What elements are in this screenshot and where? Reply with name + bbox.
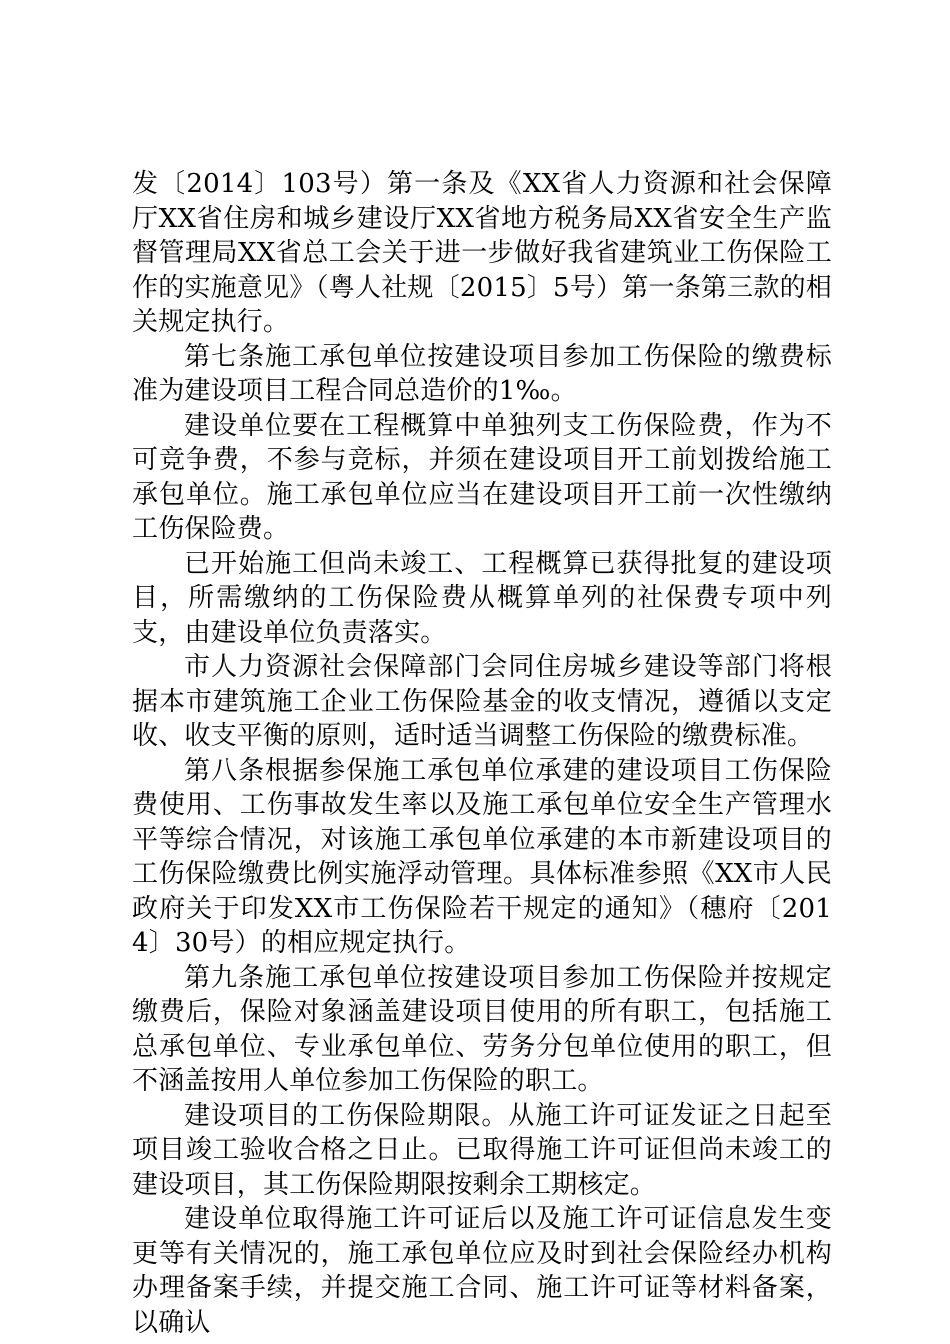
- document-page: [132, 167, 832, 1340]
- paragraph-continued-citation: 发〔2014〕103号）第一条及《XX省人力资源和社会保障厅XX省住房和城乡建设厅XX省地方税务局XX省安全生产监督管理局XX省总工会关于进一步做好我省建筑业工伤保险工作的实施意见》（粤人社规〔2015〕5号）第一条第三款的相关规定执行。: [132, 169, 832, 337]
- paragraph-insurance-period: 建设项目的工伤保险期限。从施工许可证发证之日起至项目竣工验收合格之日止。已取得施工许可证但尚未竣工的建设项目，其工伤保险期限按剩余工期核定。: [132, 1100, 832, 1200]
- paragraph-article-9: 第九条施工承包单位按建设项目参加工伤保险并按规定缴费后，保险对象涵盖建设项目使用的所有职工，包括施工总承包单位、专业承包单位、劳务分包单位使用的职工，但不涵盖按用人单位参加工伤保险的职工。: [132, 962, 832, 1096]
- paragraph-ongoing-projects: 已开始施工但尚未竣工、工程概算已获得批复的建设项目，所需缴纳的工伤保险费从概算单列的社保费专项中列支，由建设单位负责落实。: [132, 548, 832, 648]
- paragraph-article-7: 第七条施工承包单位按建设项目参加工伤保险的缴费标准为建设项目工程合同总造价的1‰。: [132, 341, 832, 406]
- paragraph-rate-adjustment: 市人力资源社会保障部门会同住房城乡建设等部门将根据本市建筑施工企业工伤保险基金的收支情况，遵循以支定收、收支平衡的原则，适时适当调整工伤保险的缴费标准。: [132, 652, 832, 751]
- paragraph-filing-procedure: 建设单位取得施工许可证后以及施工许可证信息发生变更等有关情况的，施工承包单位应及时到社会保险经办机构办理备案手续，并提交施工合同、施工许可证等材料备案，以确认: [132, 1204, 832, 1338]
- paragraph-construction-unit-budget: 建设单位要在工程概算中单独列支工伤保险费，作为不可竞争费，不参与竞标，并须在建设项目开工前划拨给施工承包单位。施工承包单位应当在建设项目开工前一次性缴纳工伤保险费。: [132, 410, 832, 544]
- paragraph-article-8: 第八条根据参保施工承包单位承建的建设项目工伤保险费使用、工伤事故发生率以及施工承包单位安全生产管理水平等综合情况，对该施工承包单位承建的本市新建设项目的工伤保险缴费比例实施浮动管理。具体标准参照《XX市人民政府关于印发XX市工伤保险若干规定的通知》（穗府〔2014〕30号）的相应规定执行。: [132, 755, 832, 958]
